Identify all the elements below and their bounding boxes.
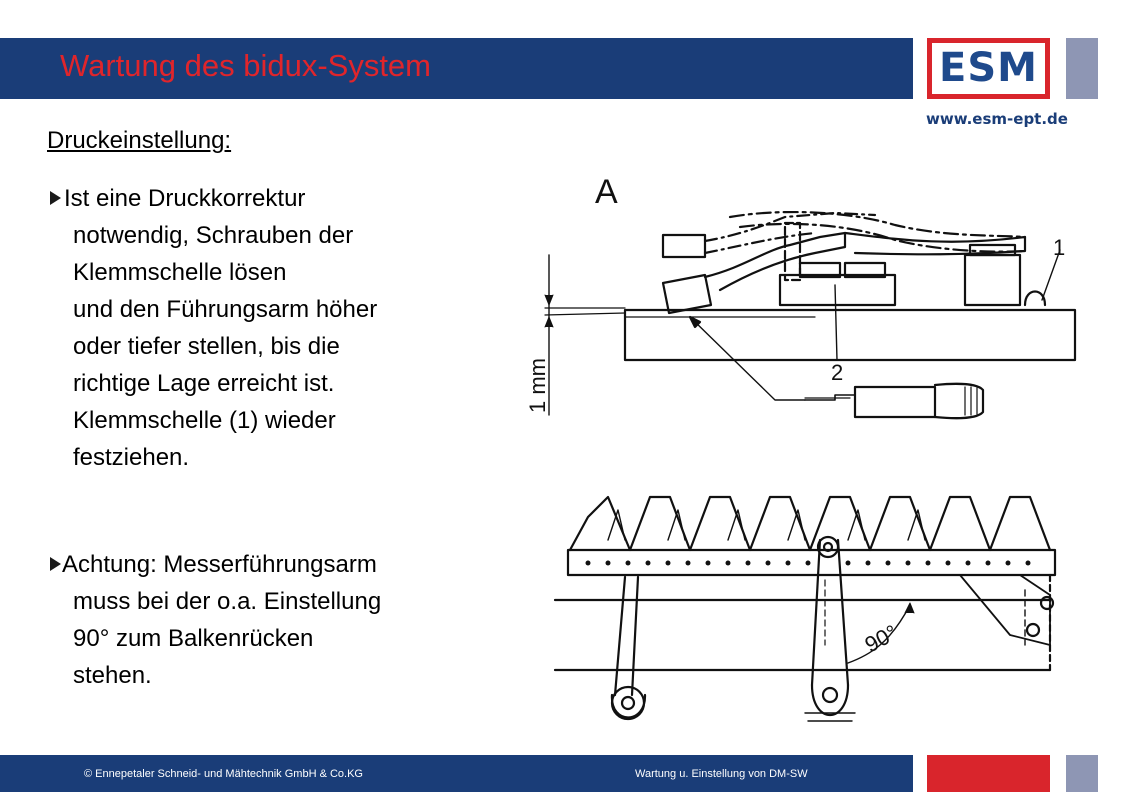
bullet-arrow-icon — [50, 557, 61, 571]
bullet1-line: Ist eine Druckkorrektur — [64, 185, 306, 212]
bullet-arrow-icon — [50, 191, 61, 205]
callout-label-1: 1 — [1053, 235, 1066, 260]
bullet1-line: Klemmschelle (1) wieder — [73, 407, 336, 434]
footer-red-block — [927, 755, 1050, 792]
bullet2-line: Achtung: Messerführungsarm — [62, 551, 377, 578]
website-url: www.esm-ept.de — [926, 110, 1068, 128]
bullet2-line: stehen. — [73, 662, 152, 689]
screwdriver-handle — [855, 387, 935, 417]
clamp-housing — [965, 255, 1020, 305]
bullet-attention — [50, 546, 381, 694]
knife-back — [568, 550, 1055, 575]
cutter-bar-top-view-drawing — [550, 485, 1070, 745]
page-title: Wartung des bidux-System — [60, 48, 432, 83]
footer-document-title: Wartung u. Einstellung von DM-SW — [635, 768, 808, 780]
bullet1-line: notwendig, Schrauben der — [73, 222, 354, 249]
guide-arm-side-view-drawing — [515, 155, 1090, 440]
section-subheading: Druckeinstellung: — [47, 127, 232, 154]
guide-finger — [663, 275, 711, 313]
bullet1-line: richtige Lage erreicht ist. — [73, 370, 335, 397]
left-guide-arm — [615, 577, 638, 695]
esm-logo — [927, 38, 1050, 99]
grey-block-top — [1066, 38, 1098, 99]
bullet2-line: 90° zum Balkenrücken — [73, 625, 314, 652]
bullet1-line: Klemmschelle lösen — [73, 259, 287, 286]
dimension-label: 1 mm — [525, 358, 550, 413]
guide-finger-raised — [663, 235, 705, 257]
bullet1-line: festziehen. — [73, 444, 190, 471]
knife-sections — [570, 497, 1050, 550]
bar-back — [555, 600, 1050, 670]
bullet1-line: und den Führungsarm höher — [73, 296, 378, 323]
view-label-a: A — [595, 173, 618, 211]
angle-label: 90° — [860, 619, 902, 658]
callout-label-2: 2 — [831, 360, 844, 385]
bullet1-line: oder tiefer stellen, bis die — [73, 333, 340, 360]
bullet2-line: muss bei der o.a. Einstellung — [73, 588, 382, 615]
bullet-pressure-correction — [50, 180, 377, 476]
logo-text: ESM — [939, 45, 1038, 91]
central-guide-arm — [812, 540, 848, 685]
footer-copyright: © Ennepetaler Schneid- und Mähtechnik GmbH & Co.KG — [84, 768, 363, 780]
grey-block-bottom — [1066, 755, 1098, 792]
